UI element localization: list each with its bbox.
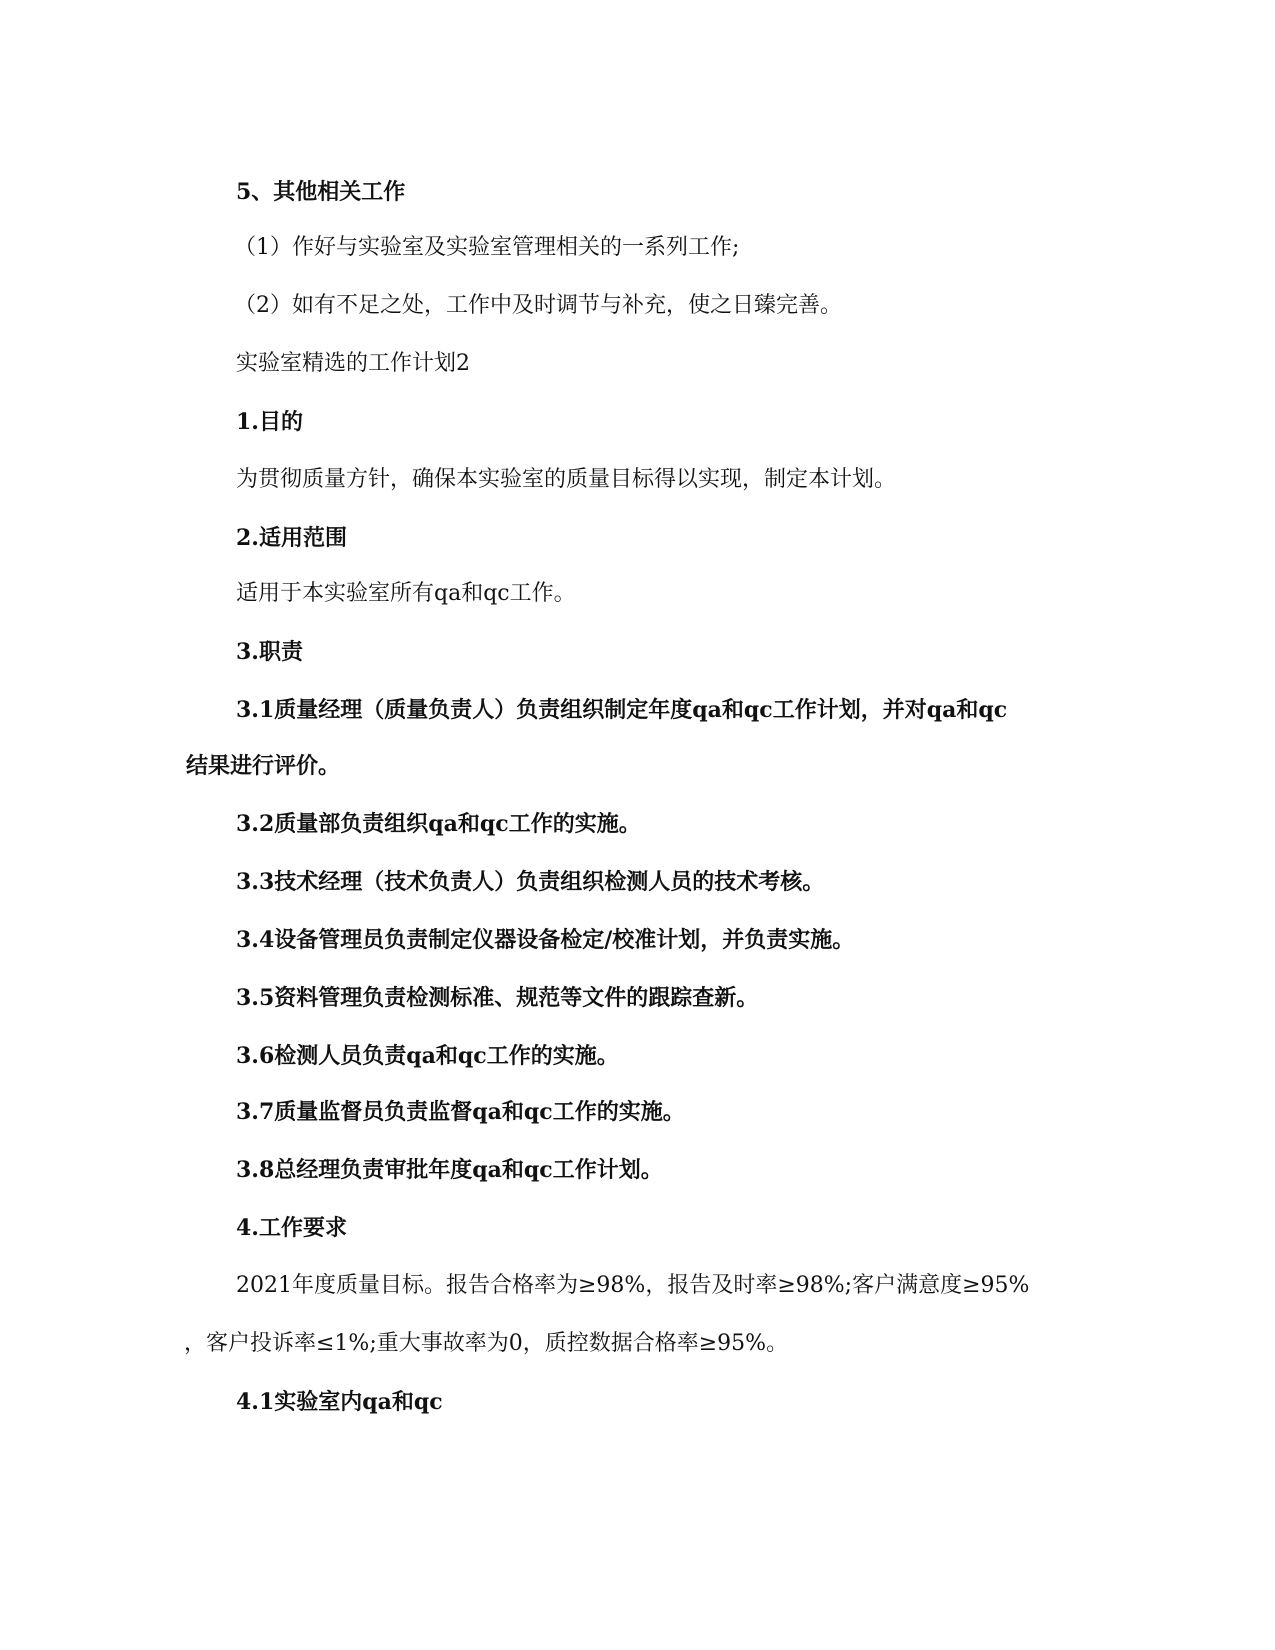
duty-item-3-5: 3.5资料管理负责检测标准、规范等文件的跟踪查新。 <box>236 985 759 1011</box>
duty-item-3-6: 3.6检测人员负责qa和qc工作的实施。 <box>236 1043 619 1069</box>
section-heading-scope: 2.适用范围 <box>236 525 347 551</box>
duty-item-3-8: 3.8总经理负责审批年度qa和qc工作计划。 <box>236 1157 663 1183</box>
duty-item-3-3: 3.3技术经理（技术负责人）负责组织检测人员的技术考核。 <box>236 869 825 895</box>
section-heading-lab-qa-qc: 4.1实验室内qa和qc <box>236 1389 443 1415</box>
document-subtitle: 实验室精选的工作计划2 <box>236 351 470 376</box>
quality-target-line-2: ，客户投诉率≤1%;重大事故率为0，质控数据合格率≥95%。 <box>184 1331 789 1356</box>
section-heading-purpose: 1.目的 <box>236 409 303 435</box>
duty-item-3-1-line-1: 3.1质量经理（质量负责人）负责组织制定年度qa和qc工作计划，并对qa和qc <box>236 697 1008 723</box>
paragraph-item-1: （1）作好与实验室及实验室管理相关的一系列工作; <box>234 235 740 260</box>
paragraph-scope: 适用于本实验室所有qa和qc工作。 <box>236 581 576 606</box>
paragraph-purpose: 为贯彻质量方针，确保本实验室的质量目标得以实现，制定本计划。 <box>236 467 897 492</box>
duty-item-3-2: 3.2质量部负责组织qa和qc工作的实施。 <box>236 811 641 837</box>
duty-item-3-7: 3.7质量监督员负责监督qa和qc工作的实施。 <box>236 1099 685 1125</box>
paragraph-item-2: （2）如有不足之处，工作中及时调节与补充，使之日臻完善。 <box>234 293 842 318</box>
section-heading-other-work: 5、其他相关工作 <box>236 179 406 205</box>
quality-target-line-1: 2021年度质量目标。报告合格率为≥98%，报告及时率≥98%;客户满意度≥95% <box>236 1273 1030 1298</box>
section-heading-requirements: 4.工作要求 <box>236 1215 347 1241</box>
duty-item-3-4: 3.4设备管理员负责制定仪器设备检定/校准计划，并负责实施。 <box>236 927 855 953</box>
section-heading-duties: 3.职责 <box>236 639 303 665</box>
duty-item-3-1-line-2: 结果进行评价。 <box>186 753 341 779</box>
